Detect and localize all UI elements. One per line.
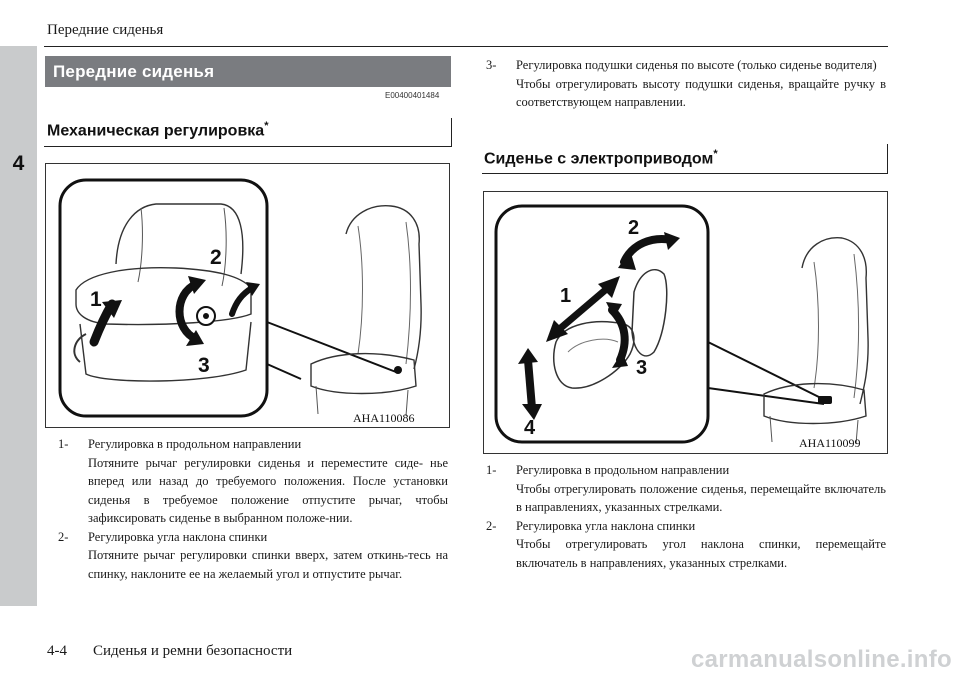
item-title: Регулировка подушки сиденья по высоте (только сиденье водителя) [516, 58, 877, 72]
item-number: 2- [486, 518, 497, 533]
heading-rule-tick [451, 118, 452, 147]
item-description: Чтобы отрегулировать высоту подушки сиденья, вращайте ручку в соответствующем направлении. [516, 76, 886, 109]
svg-text:1: 1 [90, 288, 102, 311]
item-title: Регулировка в продольном направлении [516, 463, 730, 477]
figure-code: AHA110086 [353, 411, 415, 425]
list-item [486, 56, 886, 112]
header-rule [44, 46, 888, 47]
item-description: Чтобы отрегулировать положение сиденья, перемещайте включатель в направлениях, указанных стрелками. [516, 481, 886, 514]
manual-seat-drawing [46, 164, 450, 428]
running-header: Передние сиденья [47, 22, 164, 38]
power-seat-drawing [484, 192, 888, 454]
manual-adjustment-list [58, 435, 448, 583]
chapter-side-tab [0, 46, 37, 606]
list-item [486, 461, 886, 517]
svg-text:2: 2 [628, 217, 640, 239]
list-item [486, 517, 886, 573]
optional-mark: * [713, 148, 718, 160]
section-banner: Передние сиденья [45, 56, 451, 87]
item-title: Регулировка в продольном направлении [88, 437, 302, 451]
power-seat-heading [484, 148, 718, 168]
manual-seat-illustration [45, 163, 450, 428]
page-footer [47, 643, 292, 660]
item-number: 1- [58, 437, 69, 451]
svg-text:2: 2 [210, 246, 222, 269]
manual-adjustment-heading-text: Механическая регулировка [47, 122, 265, 140]
heading-rule [44, 146, 452, 147]
item-number: 2- [58, 529, 69, 544]
item-description: Потяните рычаг регулировки сиденья и переместите сиде- нье вперед или назад до требуемого положения. После установки сиденья в требуемое положение отпустите рычаг, чтобы зафиксировать сиденье в выбранном положе-нии. [88, 455, 448, 525]
item-description: Чтобы отрегулировать угол наклона спинки, перемещайте включатель в направлениях, указанных стрелками. [516, 537, 886, 570]
item-title: Регулировка угла наклона спинки [516, 518, 696, 533]
item-title: Регулировка угла наклона спинки [88, 529, 268, 544]
page-number: 4-4 [47, 643, 67, 659]
svg-text:1: 1 [560, 285, 572, 307]
site-watermark: carmanualsonline.info [690, 646, 952, 673]
svg-text:4: 4 [524, 417, 536, 439]
power-seat-illustration [483, 191, 888, 454]
figure-code: AHA110099 [799, 436, 861, 450]
optional-mark: * [264, 120, 269, 132]
chapter-title: Сиденья и ремни безопасности [93, 643, 293, 659]
item-number: 1- [486, 463, 497, 477]
chapter-tab-number: 4 [12, 152, 25, 175]
height-adjustment-item-block [486, 56, 886, 112]
power-seat-list [486, 461, 886, 572]
item-description: Потяните рычаг регулировки спинки вверх, затем откинь-тесь на спинку, наклоните ее на желаемый угол и отпустите рычаг. [88, 548, 448, 581]
document-code: E00400401484 [385, 91, 440, 100]
item-number: 3- [486, 58, 497, 72]
svg-text:3: 3 [198, 354, 210, 377]
svg-text:3: 3 [636, 357, 648, 379]
heading-rule-tick [887, 144, 888, 174]
manual-adjustment-heading [47, 120, 268, 140]
heading-rule [482, 173, 888, 174]
power-seat-heading-text: Сиденье с электроприводом [484, 150, 714, 168]
list-item [58, 435, 448, 528]
list-item [58, 528, 448, 584]
